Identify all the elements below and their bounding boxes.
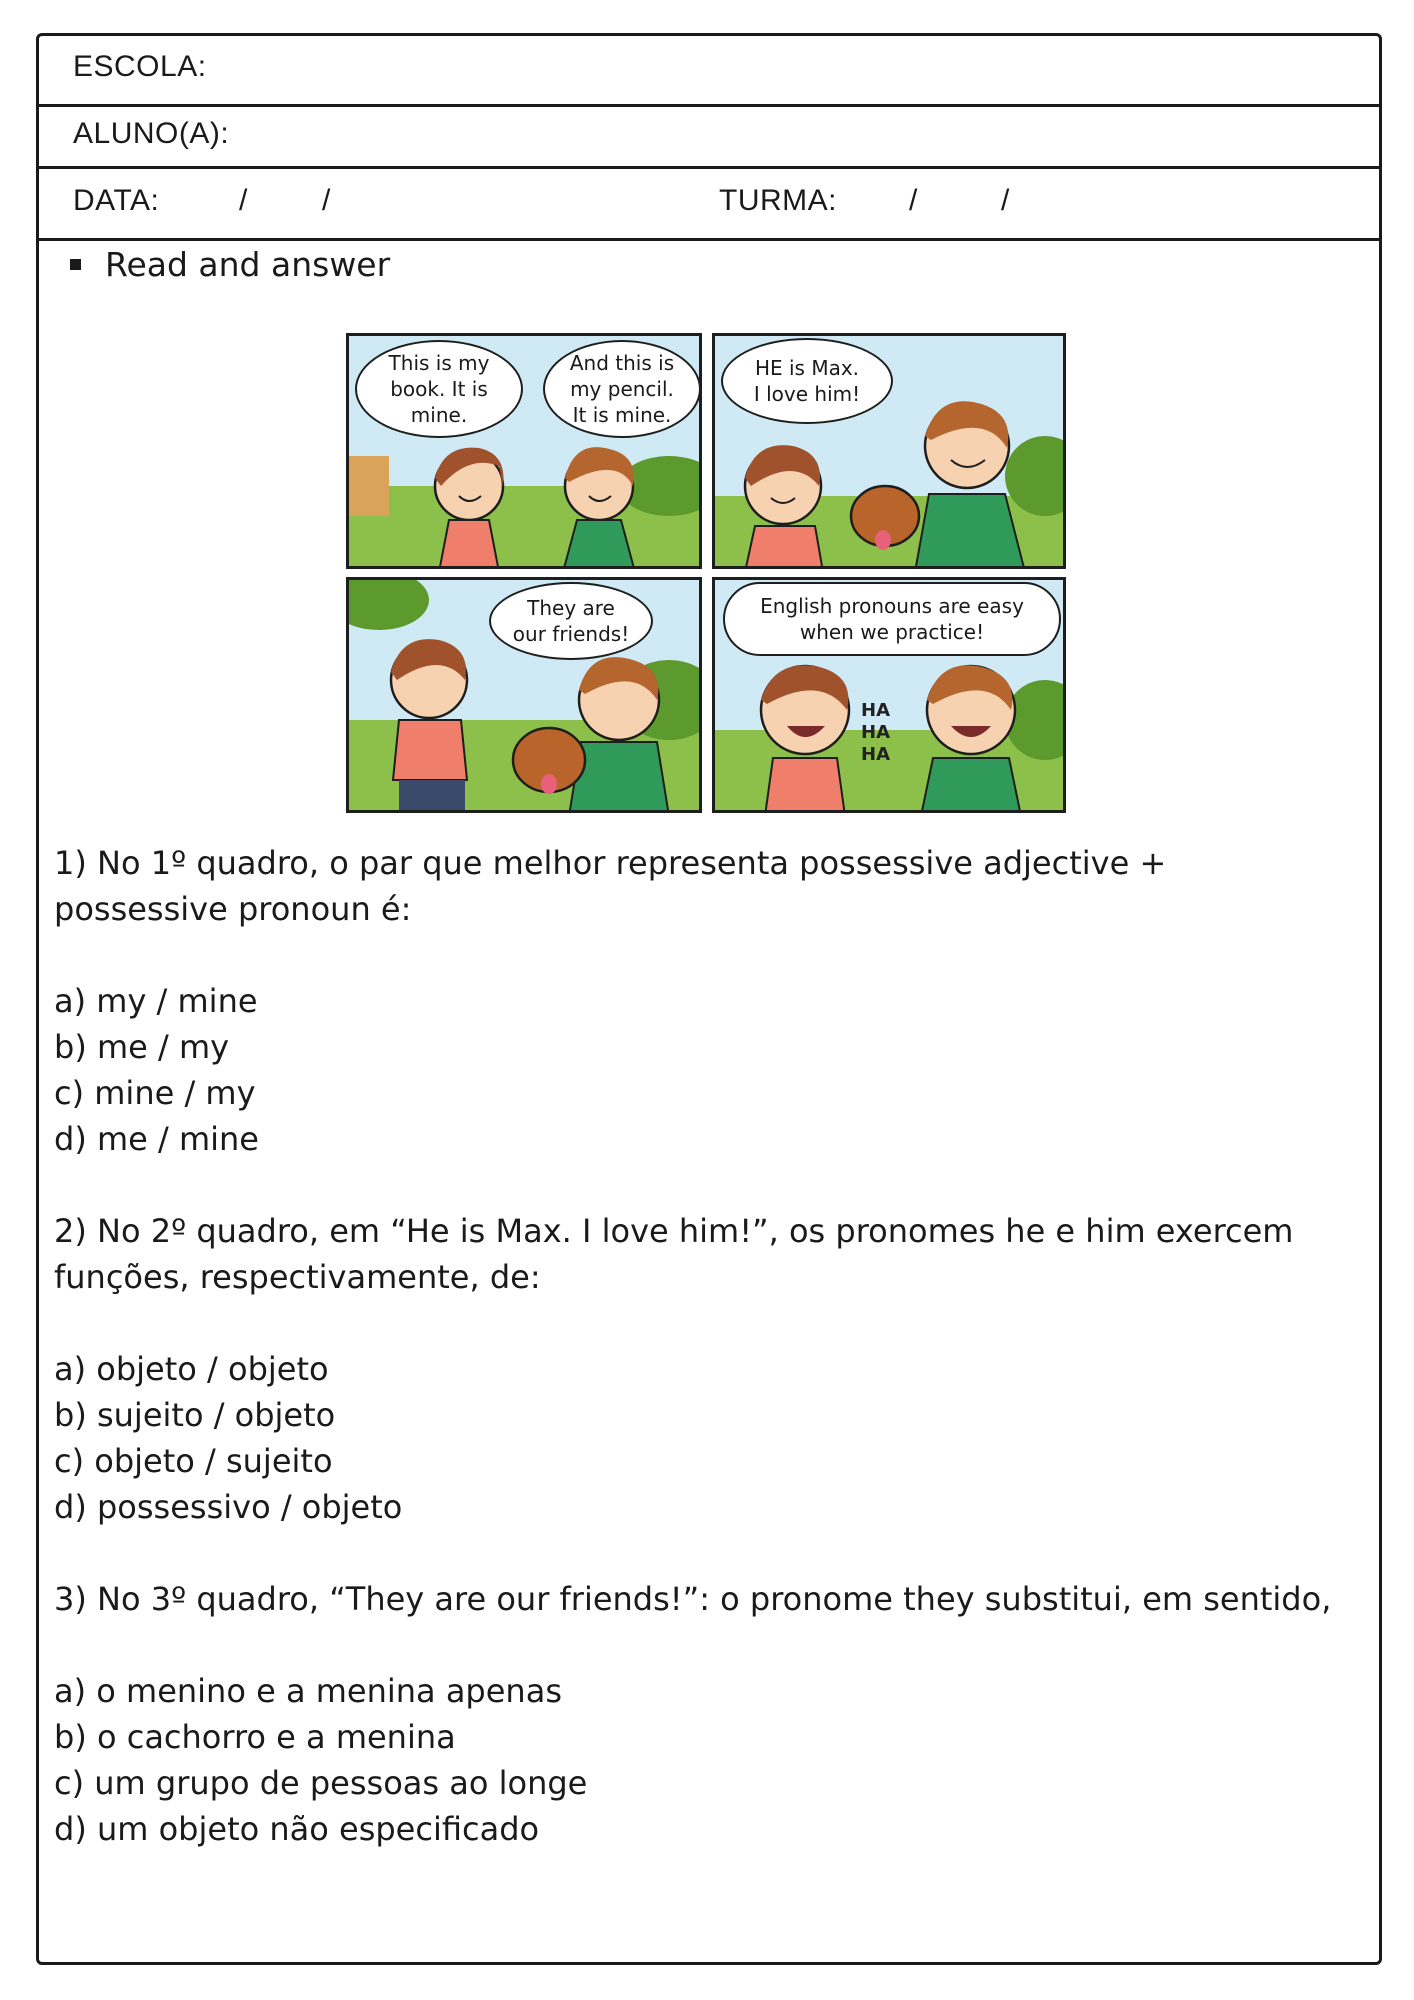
answer-option: c) objeto / sujeito <box>54 1442 333 1480</box>
instruction-text: Read and answer <box>105 245 391 284</box>
comic-strip <box>346 333 1066 813</box>
date-separator: / <box>322 184 331 217</box>
questions-section <box>54 840 1344 1898</box>
date-class-row <box>39 169 1379 241</box>
date-label: DATA: <box>73 184 160 217</box>
student-row <box>39 107 1379 169</box>
answer-option: d) me / mine <box>54 1120 259 1158</box>
question-prompt: 2) No 2º quadro, em “He is Max. I love him!”, os pronomes he e him exercem funções, respectivamente, de: <box>54 1212 1294 1296</box>
question-3 <box>54 1576 1344 1852</box>
instruction <box>70 245 390 284</box>
answer-option: a) my / mine <box>54 982 258 1020</box>
school-label: ESCOLA: <box>73 50 207 83</box>
comic-panel-3 <box>346 577 702 813</box>
speech-bubble: They are our friends! <box>489 582 653 660</box>
question-prompt: 3) No 3º quadro, “They are our friends!”: o pronome they substitui, em sentido, <box>54 1580 1332 1618</box>
answer-option: a) objeto / objeto <box>54 1350 329 1388</box>
school-row <box>39 36 1379 107</box>
answer-option: a) o menino e a menina apenas <box>54 1672 562 1710</box>
class-label: TURMA: <box>719 184 837 217</box>
speech-bubble: HE is Max. I love him! <box>721 338 893 424</box>
speech-bubble: And this is my pencil. It is mine. <box>543 340 701 438</box>
answer-option: b) sujeito / objeto <box>54 1396 336 1434</box>
laugh-text: HA HA HA <box>861 700 890 765</box>
class-separator: / <box>1001 184 1010 217</box>
answer-option: c) mine / my <box>54 1074 256 1112</box>
question-1 <box>54 840 1344 1162</box>
bullet-icon <box>70 259 81 270</box>
date-separator: / <box>239 184 248 217</box>
answer-option: d) um objeto não especificado <box>54 1810 540 1848</box>
answer-option: b) me / my <box>54 1028 230 1066</box>
speech-bubble: English pronouns are easy when we practice! <box>723 582 1061 656</box>
question-2 <box>54 1208 1344 1530</box>
comic-panel-2 <box>712 333 1066 569</box>
comic-panel-4 <box>712 577 1066 813</box>
answer-option: d) possessivo / objeto <box>54 1488 403 1526</box>
answer-option: b) o cachorro e a menina <box>54 1718 456 1756</box>
student-label: ALUNO(A): <box>73 117 230 150</box>
question-prompt: 1) No 1º quadro, o par que melhor representa possessive adjective + possessive pronoun é: <box>54 844 1167 928</box>
class-separator: / <box>909 184 918 217</box>
comic-panel-1 <box>346 333 702 569</box>
speech-bubble: This is my book. It is mine. <box>355 340 523 438</box>
answer-option: c) um grupo de pessoas ao longe <box>54 1764 588 1802</box>
